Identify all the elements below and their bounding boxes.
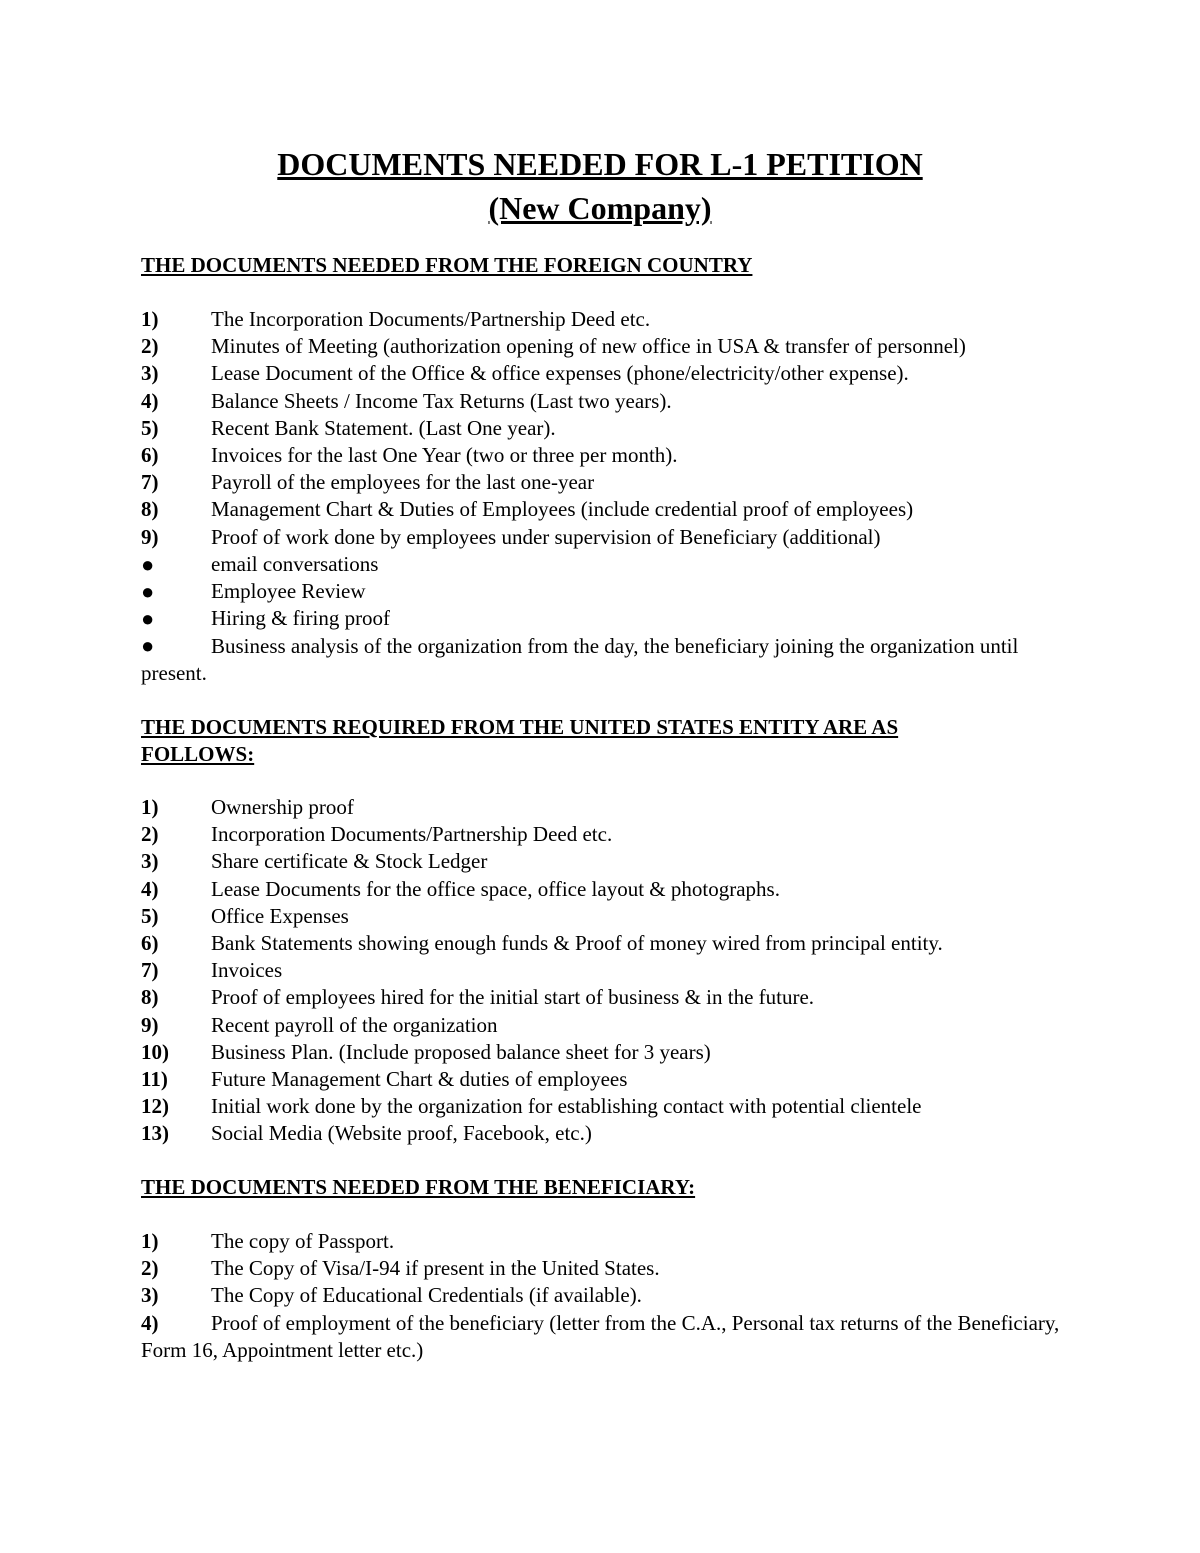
item-text: Invoices for the last One Year (two or three per month).	[211, 442, 678, 467]
item-number: 13)	[141, 1121, 169, 1146]
item-text: Future Management Chart & duties of employees	[211, 1066, 628, 1091]
item-number: 3)	[141, 1283, 159, 1308]
item-number: 6)	[141, 930, 159, 955]
item-number: 9)	[141, 524, 159, 549]
list-item	[141, 848, 1101, 875]
list-item	[141, 794, 1101, 821]
section-beneficiary-heading: THE DOCUMENTS NEEDED FROM THE BENEFICIARY:	[141, 1175, 696, 1199]
item-text: Lease Documents for the office space, office layout & photographs.	[211, 876, 780, 901]
item-text: The Copy of Educational Credentials (if available).	[211, 1283, 642, 1308]
bullet-item	[141, 578, 1101, 605]
list-item	[141, 415, 1101, 442]
list-item	[141, 469, 1101, 496]
list-item	[141, 984, 1101, 1011]
item-text: Recent Bank Statement. (Last One year).	[211, 415, 556, 440]
item-number: 11)	[141, 1066, 168, 1091]
section-foreign-list	[141, 306, 1101, 632]
item-number: 2)	[141, 334, 159, 359]
list-item	[141, 333, 1101, 360]
item-text: Business analysis of the organization from the day, the beneficiary joining the organization until present.	[141, 634, 1019, 685]
item-number: 4)	[141, 876, 159, 901]
item-text: Proof of employment of the beneficiary (letter from the C.A., Personal tax returns of the Beneficiary, Form 16, Appointment letter etc.)	[141, 1311, 1060, 1362]
item-number: 3)	[141, 361, 159, 386]
item-text: The Incorporation Documents/Partnership Deed etc.	[211, 307, 651, 331]
list-item	[141, 496, 1101, 523]
item-text: Office Expenses	[211, 903, 349, 928]
list-item	[141, 524, 1101, 551]
list-item	[141, 1120, 1101, 1147]
item-text: Incorporation Documents/Partnership Deed etc.	[211, 822, 613, 847]
bullet-icon: ●	[141, 606, 155, 632]
list-item	[141, 876, 1101, 903]
section-beneficiary-list	[141, 1228, 1101, 1310]
item-text: Invoices	[211, 958, 283, 983]
list-item	[141, 442, 1101, 469]
section-us-entity-list	[141, 794, 1101, 1147]
list-item	[141, 306, 1101, 333]
list-item	[141, 957, 1101, 984]
list-item	[141, 1255, 1101, 1282]
item-text: Proof of employees hired for the initial start of business & in the future.	[211, 985, 815, 1010]
bullet-icon: ●	[141, 551, 155, 577]
list-item	[141, 1039, 1101, 1066]
item-text: Management Chart & Duties of Employees (include credential proof of employees)	[211, 497, 914, 522]
list-item-wrapped	[141, 1310, 1081, 1364]
item-number: 5)	[141, 903, 159, 928]
item-number: 8)	[141, 497, 159, 522]
document-title: DOCUMENTS NEEDED FOR L-1 PETITION	[277, 146, 923, 182]
item-text: Share certificate & Stock Ledger	[211, 849, 488, 874]
list-item	[141, 930, 1101, 957]
list-item	[141, 1066, 1101, 1093]
list-item	[141, 388, 1101, 415]
item-text: Social Media (Website proof, Facebook, etc.)	[211, 1121, 592, 1146]
list-item	[141, 903, 1101, 930]
item-number: 1)	[141, 1229, 159, 1253]
item-text: Business Plan. (Include proposed balance sheet for 3 years)	[211, 1039, 711, 1064]
list-item	[141, 1093, 1101, 1120]
list-item	[141, 821, 1101, 848]
item-text: Payroll of the employees for the last one-year	[211, 470, 595, 495]
item-text: Balance Sheets / Income Tax Returns (Last two years).	[211, 388, 672, 413]
item-number: 1)	[141, 795, 159, 819]
bullet-item-wrapped	[141, 632, 1081, 687]
section-us-entity-heading: THE DOCUMENTS REQUIRED FROM THE UNITED STATES ENTITY ARE AS FOLLOWS:	[141, 715, 899, 766]
item-text: Hiring & firing proof	[211, 606, 391, 631]
item-text: Ownership proof	[211, 795, 354, 819]
bullet-icon: ●	[141, 633, 155, 658]
item-number: 6)	[141, 442, 159, 467]
item-text: Employee Review	[211, 578, 366, 603]
list-item	[141, 1012, 1101, 1039]
item-text: Minutes of Meeting (authorization opening of new office in USA & transfer of personnel)	[211, 334, 966, 359]
item-text: Lease Document of the Office & office expenses (phone/electricity/other expense).	[211, 361, 909, 386]
item-number: 5)	[141, 415, 159, 440]
bullet-item	[141, 551, 1101, 578]
item-number: 10)	[141, 1039, 169, 1064]
item-text: The copy of Passport.	[211, 1229, 395, 1253]
bullet-icon: ●	[141, 578, 155, 604]
item-number: 1)	[141, 307, 159, 331]
item-number: 7)	[141, 958, 159, 983]
item-number: 4)	[141, 388, 159, 413]
list-item	[141, 360, 1101, 387]
item-text: Proof of work done by employees under supervision of Beneficiary (additional)	[211, 524, 881, 549]
bullet-item	[141, 605, 1101, 632]
item-text: Initial work done by the organization for establishing contact with potential clientele	[211, 1094, 922, 1119]
list-item	[141, 1228, 1101, 1255]
item-number: 12)	[141, 1094, 169, 1119]
section-foreign-heading: THE DOCUMENTS NEEDED FROM THE FOREIGN COUNTRY	[141, 253, 753, 277]
item-text: The Copy of Visa/I-94 if present in the United States.	[211, 1256, 660, 1281]
list-item	[141, 1282, 1101, 1309]
item-text: email conversations	[211, 551, 379, 576]
item-number: 9)	[141, 1012, 159, 1037]
item-number: 2)	[141, 822, 159, 847]
item-number: 4)	[141, 1311, 159, 1335]
item-number: 8)	[141, 985, 159, 1010]
item-number: 2)	[141, 1256, 159, 1281]
item-number: 7)	[141, 470, 159, 495]
item-number: 3)	[141, 849, 159, 874]
item-text: Bank Statements showing enough funds & Proof of money wired from principal entity.	[211, 930, 943, 955]
document-subtitle: (New Company)	[488, 190, 712, 226]
item-text: Recent payroll of the organization	[211, 1012, 498, 1037]
